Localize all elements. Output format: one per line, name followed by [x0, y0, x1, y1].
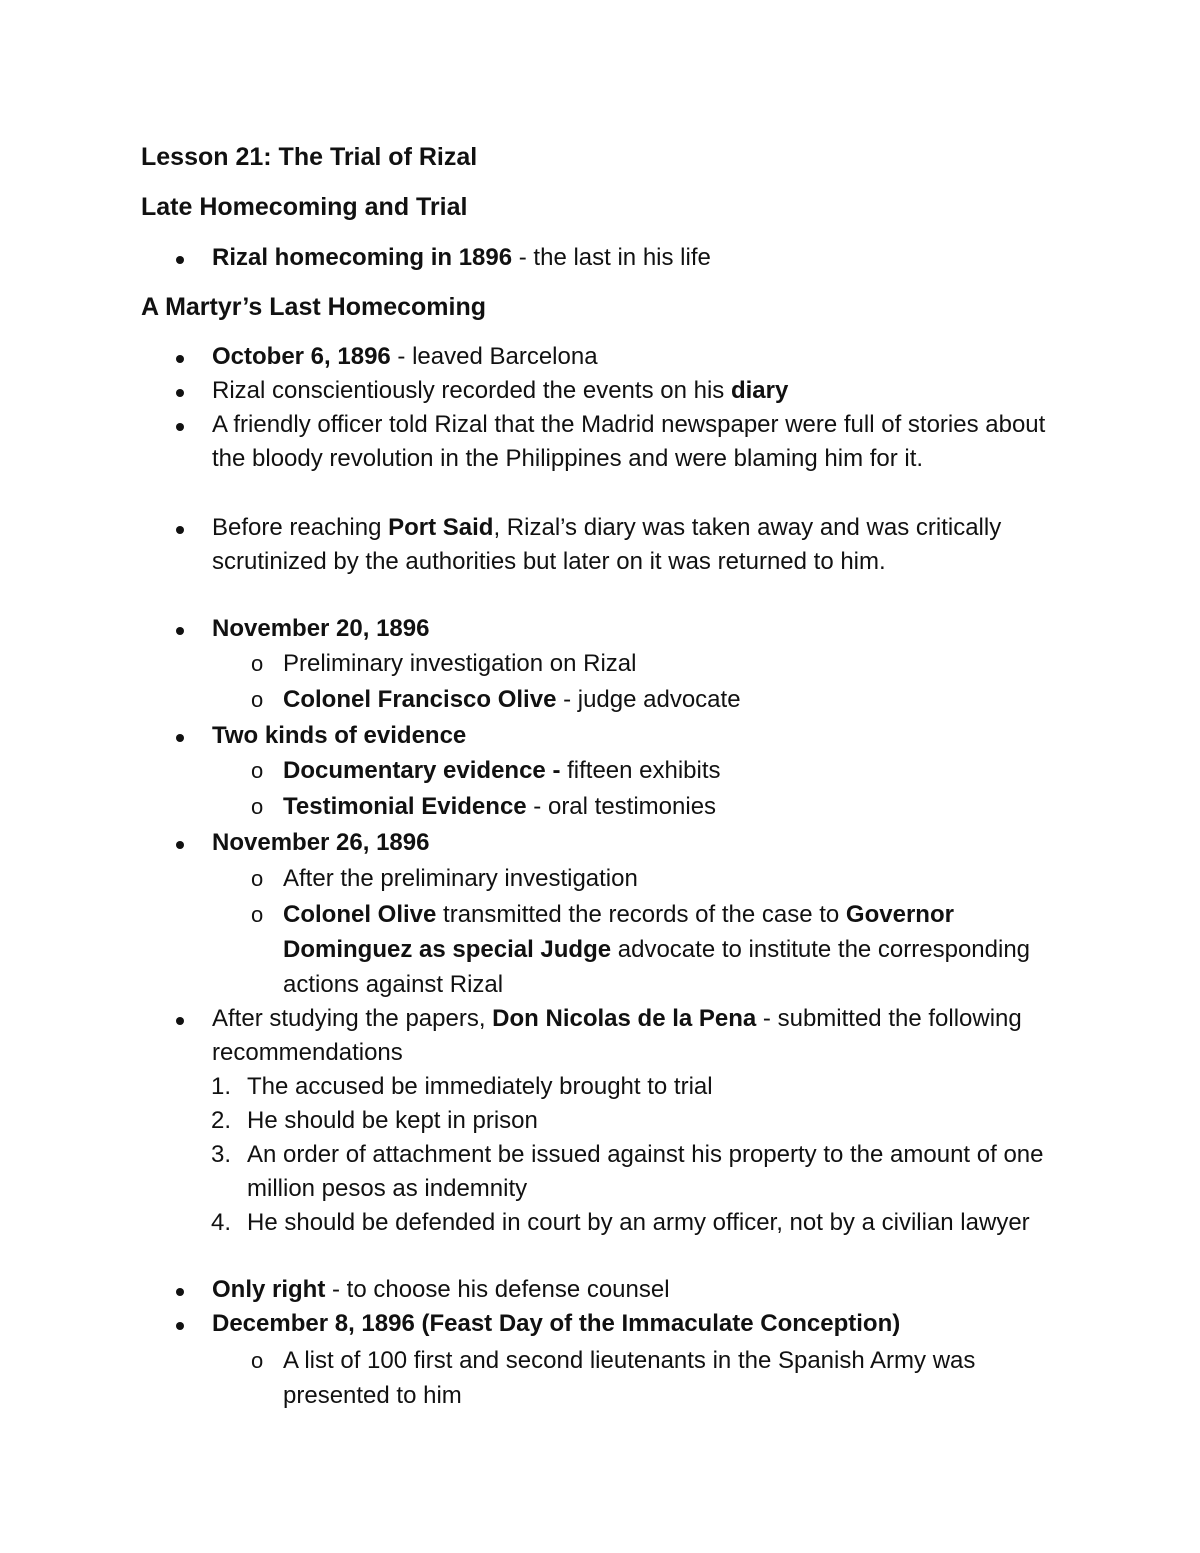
list-item: Only right - to choose his defense counsel	[212, 1273, 1062, 1307]
numbered-item: 2. He should be kept in prison	[211, 1107, 538, 1134]
lesson-title: Lesson 21: The Trial of Rizal	[141, 143, 478, 171]
bullet-icon	[176, 355, 184, 363]
bullet-icon	[176, 389, 184, 397]
list-item: December 8, 1896 (Feast Day of the Immaculate Conception)	[212, 1307, 1062, 1341]
sub-list-item: o Preliminary investigation on Rizal	[283, 646, 1063, 681]
list-item: November 20, 1896	[212, 612, 1062, 646]
bullet-icon	[176, 423, 184, 431]
list-item: Rizal conscientiously recorded the events on his diary	[212, 374, 1062, 408]
circle-bullet-icon: o	[251, 687, 264, 712]
list-item: Rizal homecoming in 1896 - the last in his life	[212, 241, 1062, 275]
circle-bullet-icon: o	[251, 651, 264, 676]
bullet-icon	[176, 526, 184, 534]
circle-bullet-icon: o	[251, 758, 264, 783]
sub-list-item: o After the preliminary investigation	[283, 861, 1063, 896]
bullet-icon	[176, 256, 184, 264]
circle-bullet-icon: o	[251, 1348, 264, 1373]
list-item: November 26, 1896	[212, 826, 1062, 860]
numbered-item: 1. The accused be immediately brought to trial	[211, 1073, 713, 1100]
section-heading-martyrs-homecoming: A Martyr’s Last Homecoming	[141, 293, 486, 321]
bullet-icon	[176, 627, 184, 635]
circle-bullet-icon: o	[251, 866, 264, 891]
sub-list-item: o Testimonial Evidence - oral testimonies	[283, 789, 1063, 824]
numbered-item: 4. He should be defended in court by an army officer, not by a civilian lawyer	[211, 1209, 1030, 1236]
bullet-icon	[176, 1288, 184, 1296]
sub-list-item: o Colonel Olive transmitted the records of the case to Governor Dominguez as special Judge advocate to institute the corresponding actions against Rizal	[283, 897, 1063, 1002]
list-item: A friendly officer told Rizal that the Madrid newspaper were full of stories about the bloody revolution in the Philippines and were blaming him for it.	[212, 408, 1062, 476]
section-heading-late-homecoming: Late Homecoming and Trial	[141, 193, 468, 221]
bullet-icon	[176, 841, 184, 849]
list-item: October 6, 1896 - leaved Barcelona	[212, 340, 1062, 374]
circle-bullet-icon: o	[251, 794, 264, 819]
circle-bullet-icon: o	[251, 902, 264, 927]
sub-list-item: o Documentary evidence - fifteen exhibits	[283, 753, 1063, 788]
bullet-icon	[176, 1322, 184, 1330]
list-item: After studying the papers, Don Nicolas de la Pena - submitted the following recommendations	[212, 1002, 1062, 1070]
list-item: Before reaching Port Said, Rizal’s diary was taken away and was critically scrutinized by the authorities but later on it was returned to him.	[212, 511, 1062, 579]
bullet-icon	[176, 734, 184, 742]
sub-list-item: o A list of 100 first and second lieutenants in the Spanish Army was presented to him	[283, 1343, 1063, 1413]
numbered-item: 3. An order of attachment be issued against his property to the amount of one million pesos as indemnity	[211, 1141, 1044, 1202]
list-item: Two kinds of evidence	[212, 719, 1062, 753]
sub-list-item: o Colonel Francisco Olive - judge advocate	[283, 682, 1063, 717]
bullet-icon	[176, 1017, 184, 1025]
